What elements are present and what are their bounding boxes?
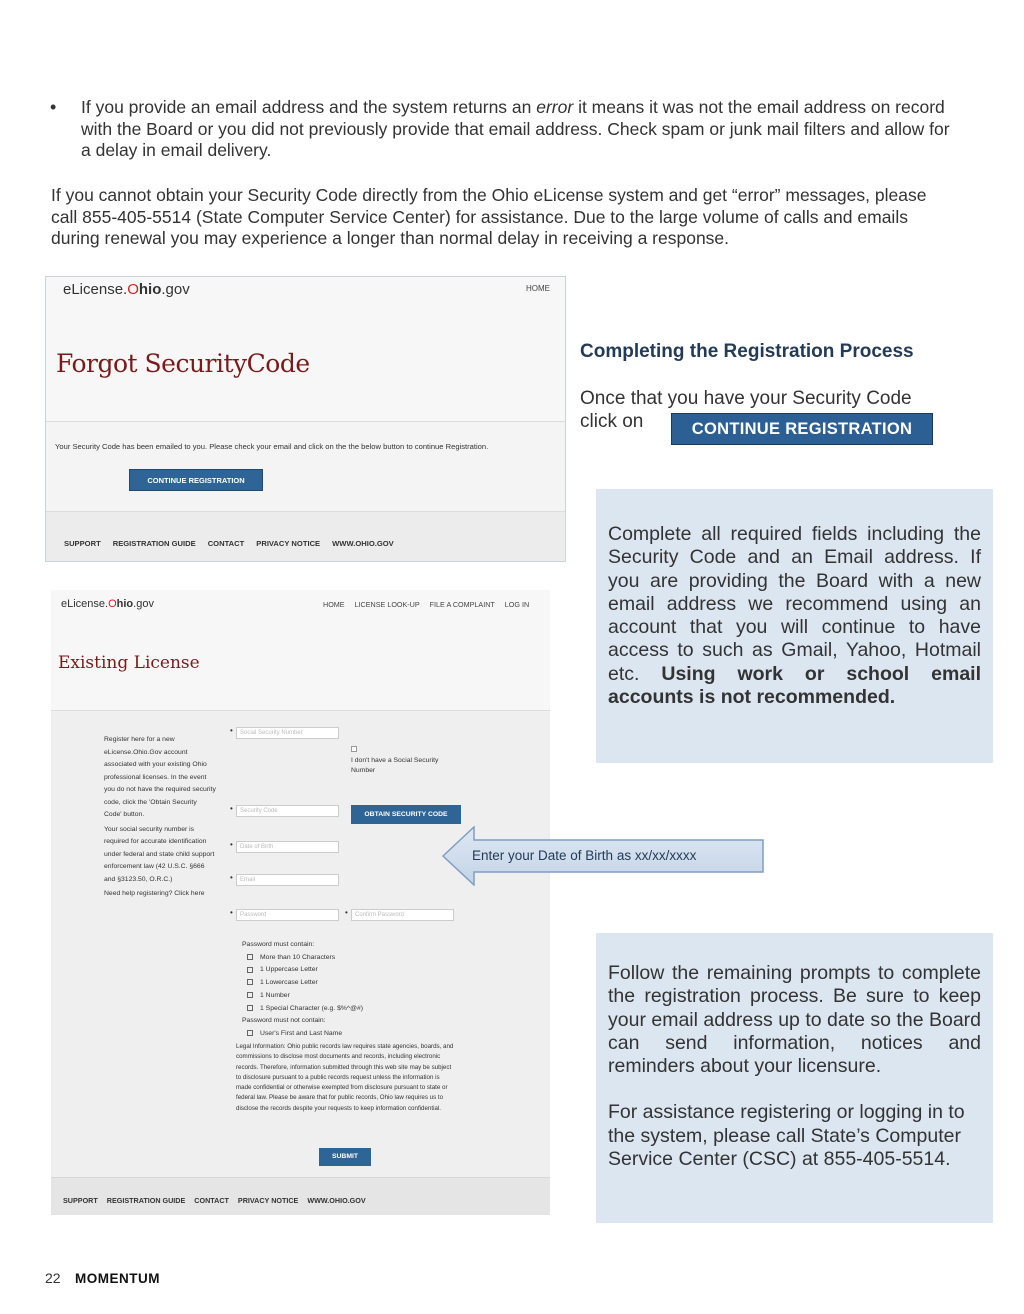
email-field[interactable]: Email xyxy=(236,874,339,886)
security-code-field[interactable]: Security Code xyxy=(236,805,339,817)
page-number: 22 xyxy=(45,1270,61,1286)
required-marker: • xyxy=(230,840,233,849)
required-marker: • xyxy=(230,873,233,882)
remaining-prompts-box xyxy=(596,933,993,1223)
ssn-field[interactable]: Social Security Number xyxy=(236,727,339,739)
page-title: Forgot SecurityCode xyxy=(56,349,310,378)
footer-support-link[interactable]: SUPPORT xyxy=(63,1196,98,1205)
bullet-paragraph xyxy=(50,97,950,162)
screenshot-footer xyxy=(46,511,565,561)
error-emphasis: error xyxy=(536,97,574,117)
required-marker: • xyxy=(230,804,233,813)
rule-checkbox xyxy=(247,967,253,973)
footer-contact-link[interactable]: CONTACT xyxy=(207,539,245,548)
date-of-birth-field[interactable]: Date of Birth xyxy=(236,841,339,853)
nav-log-in[interactable]: LOG IN xyxy=(504,600,530,609)
existing-license-screenshot xyxy=(51,590,550,1215)
continue-registration-button[interactable]: CONTINUE REGISTRATION xyxy=(671,413,933,445)
bullet-dot: • xyxy=(50,97,57,117)
rule-checkbox xyxy=(247,1030,253,1036)
required-fields-box xyxy=(596,489,993,763)
footer-ohio-gov-link[interactable]: WWW.OHIO.GOV xyxy=(332,539,394,548)
password-must-contain-label: Password must contain: xyxy=(242,941,315,948)
footer-registration-guide-link[interactable]: REGISTRATION GUIDE xyxy=(106,1196,186,1205)
required-marker: • xyxy=(345,908,348,917)
callout-text: Enter your Date of Birth as xx/xx/xxxx xyxy=(472,848,697,863)
screenshot-header xyxy=(46,277,565,422)
emailed-message: Your Security Code has been emailed to you. Please check your email and click on the the below button to continue Registration. xyxy=(55,442,489,451)
rule-checkbox xyxy=(247,954,253,960)
footer-contact-link[interactable]: CONTACT xyxy=(194,1196,229,1205)
need-help-link[interactable]: Need help registering? Click here xyxy=(104,890,205,897)
screenshot-footer xyxy=(51,1177,550,1215)
footer-privacy-link[interactable]: PRIVACY NOTICE xyxy=(256,539,321,548)
required-fields-text: Complete all required fields including the Security Code and an Email address. If you are providing the Board with a new email address we recommend using an account that you will continue to have access to such as Gmail, Yahoo, Hotmail etc. xyxy=(608,523,981,685)
rule-checkbox xyxy=(247,1005,253,1011)
registration-form xyxy=(51,712,550,1177)
no-ssn-label: I don't have a Social Security Number xyxy=(351,757,439,774)
no-ssn-checkbox[interactable] xyxy=(351,746,357,752)
nav-home[interactable]: HOME xyxy=(323,600,345,609)
remaining-prompts-text: Follow the remaining prompts to complete the registration process. Be sure to keep your email address up to date so the Board can send information, notices and reminders about your licensure. xyxy=(608,962,981,1078)
obtain-security-code-button[interactable]: OBTAIN SECURITY CODE xyxy=(351,805,461,824)
password-rule: 1 Special Character (e.g. $%^@#) xyxy=(242,1003,363,1016)
confirm-password-field[interactable]: Confirm Password xyxy=(351,909,454,921)
forgot-security-code-screenshot xyxy=(45,276,566,562)
nav-file-complaint[interactable]: FILE A COMPLAINT xyxy=(429,600,495,609)
required-marker: • xyxy=(230,908,233,917)
footer-support-link[interactable]: SUPPORT xyxy=(64,539,101,548)
required-marker: • xyxy=(230,726,233,735)
submit-button[interactable]: SUBMIT xyxy=(319,1148,371,1166)
password-rule: 1 Number xyxy=(242,990,363,1003)
date-of-birth-callout xyxy=(442,826,766,886)
password-rule: 1 Lowercase Letter xyxy=(242,977,363,990)
password-field[interactable]: Password xyxy=(236,909,339,921)
top-nav xyxy=(323,600,529,609)
password-rule: 1 Uppercase Letter xyxy=(242,964,363,977)
footer-registration-guide-link[interactable]: REGISTRATION GUIDE xyxy=(112,539,196,548)
password-rule: User's First and Last Name xyxy=(242,1028,363,1041)
footer-ohio-gov-link[interactable]: WWW.OHIO.GOV xyxy=(307,1196,366,1205)
home-link[interactable]: HOME xyxy=(526,284,550,293)
register-help-text: Register here for a new eLicense.Ohio.Gov account associated with your existing Ohio professional licenses. In the event you do not have the required security code, click the 'Obtain Security Code' button. xyxy=(104,736,216,818)
registration-heading: Completing the Registration Process xyxy=(580,341,914,362)
continue-registration-button[interactable]: CONTINUE REGISTRATION xyxy=(129,469,263,491)
elicense-logo: eLicense.Ohio.gov xyxy=(63,281,190,298)
form-help-text xyxy=(104,734,216,903)
legal-information: Legal Information: Ohio public records law requires state agencies, boards, and commissions to disclose most documents and records, including electronic records. Therefore, information submitted through this web site may be subject to disclosure pursuant to a public records request unless the information is made confidential or otherwise exempted from disclosure pursuant to state or federal law. Please be aware that for public records, Ohio law requires us to disclose the records despite your requests to keep information confidential. xyxy=(236,1043,454,1112)
intro-paragraph: If you cannot obtain your Security Code directly from the Ohio eLicense system and get “error” messages, please call 855-405-5514 (State Computer Service Center) for assistance. Due to the large volume of calls and emails during renewal you may experience a longer than normal delay in receiving a response. xyxy=(51,185,927,248)
password-must-not-label: Password must not contain: xyxy=(242,1017,326,1025)
screenshot-header xyxy=(51,590,550,711)
rule-checkbox xyxy=(247,992,253,998)
password-rule: More than 10 Characters xyxy=(242,952,363,965)
ssn-help-text: Your social security number is required for accurate identification under federal and state child support enforcement law (42 U.S.C. §666 and §3123.50, O.R.C.) xyxy=(104,825,215,883)
assistance-text: For assistance registering or logging in to the system, please call State’s Computer Service Center (CSC) at 855-405-5514. xyxy=(608,1101,965,1171)
elicense-logo: eLicense.Ohio.gov xyxy=(61,598,154,610)
momentum-brand: MOMENTUM xyxy=(75,1271,160,1286)
registration-instruction: Once that you have your Security Code click on xyxy=(580,388,912,432)
bullet-text: If you provide an email address and the system returns an error it means it was not the email address on record with the Board or you did not previously provide that email address. Check spam or junk mail filters and allow for a delay in email delivery. xyxy=(81,97,950,160)
password-rules xyxy=(242,939,363,1041)
nav-license-lookup[interactable]: LICENSE LOOK-UP xyxy=(354,600,420,609)
rule-checkbox xyxy=(247,979,253,985)
work-email-warning: Using work or school email accounts is not recommended. xyxy=(608,662,981,709)
footer-privacy-link[interactable]: PRIVACY NOTICE xyxy=(237,1196,299,1205)
page-title: Existing License xyxy=(58,653,200,673)
